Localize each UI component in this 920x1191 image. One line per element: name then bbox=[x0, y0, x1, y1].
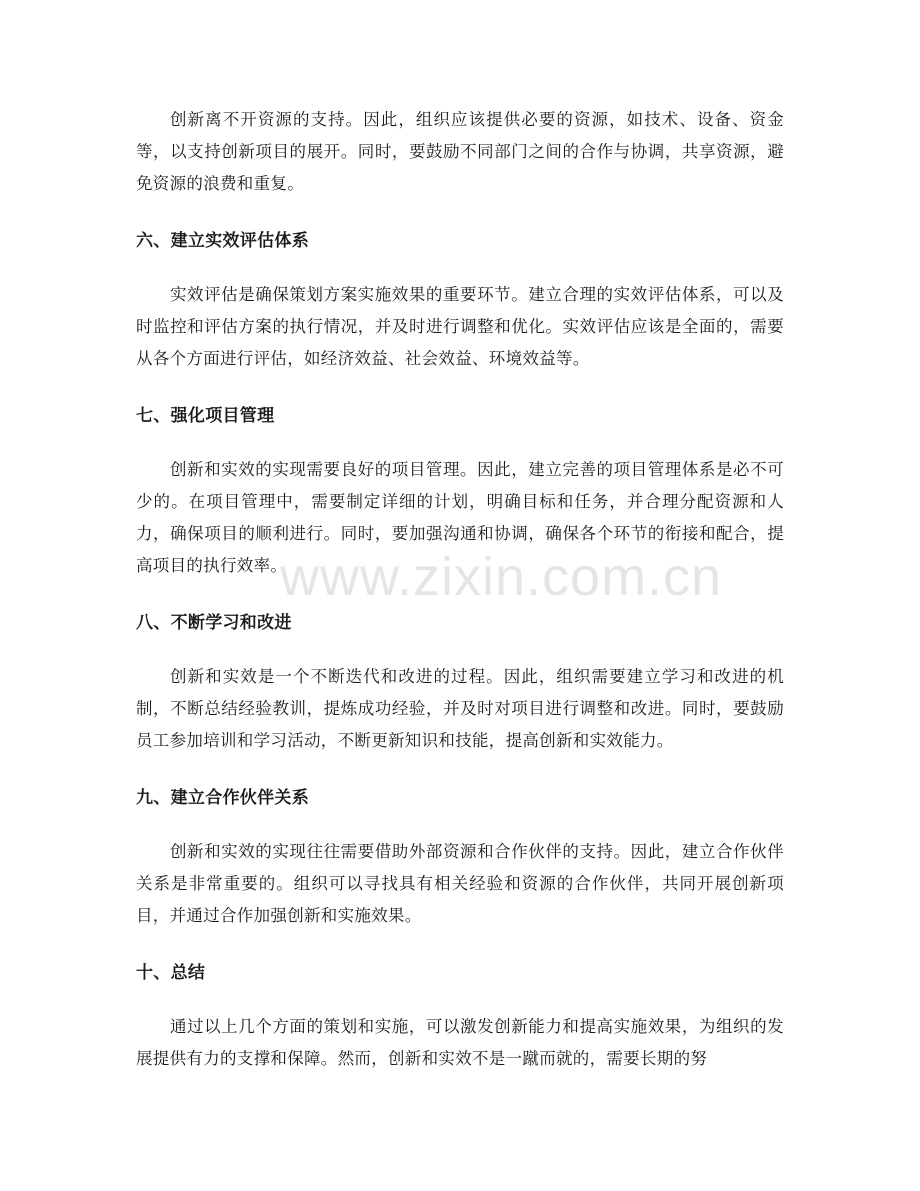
heading-section-7: 七、强化项目管理 bbox=[136, 406, 275, 426]
paragraph-resources: 创新离不开资源的支持。因此，组织应该提供必要的资源，如技术、设备、资金等，以支持创新项目的展开。同时，要鼓励不同部门之间的合作与协调，共享资源，避免资源的浪费和重复。 bbox=[136, 110, 784, 193]
heading-section-10: 十、总结 bbox=[136, 963, 206, 983]
paragraph-summary: 通过以上几个方面的策划和实施，可以激发创新能力和提高实施效果，为组织的发展提供有力的支撑和保障。然而，创新和实效不是一蹴而就的，需要长期的努 bbox=[136, 1017, 784, 1068]
watermark: www.zixin.com.cn bbox=[280, 547, 723, 607]
paragraph-learning: 创新和实效是一个不断迭代和改进的过程。因此，组织需要建立学习和改进的机制，不断总结经验教训，提炼成功经验，并及时对项目进行调整和改进。同时，要鼓励员工参加培训和学习活动，不断更新知识和技能，提高创新和实效能力。 bbox=[136, 667, 784, 750]
paragraph-partnership: 创新和实效的实现往往需要借助外部资源和合作伙伴的支持。因此，建立合作伙伴关系是非常重要的。组织可以寻找具有相关经验和资源的合作伙伴，共同开展创新项目，并通过合作加强创新和实施效果。 bbox=[136, 842, 784, 925]
heading-section-6: 六、建立实效评估体系 bbox=[136, 231, 309, 251]
heading-section-8: 八、不断学习和改进 bbox=[136, 613, 292, 633]
paragraph-evaluation: 实效评估是确保策划方案实施效果的重要环节。建立合理的实效评估体系，可以及时监控和评估方案的执行情况，并及时进行调整和优化。实效评估应该是全面的，需要从各个方面进行评估，如经济效益、社会效益、环境效益等。 bbox=[136, 285, 784, 368]
paragraph-project-management: 创新和实效的实现需要良好的项目管理。因此，建立完善的项目管理体系是必不可少的。在项目管理中，需要制定详细的计划，明确目标和任务，并合理分配资源和人力，确保项目的顺利进行。同时，要加强沟通和协调，确保各个环节的衔接和配合，提高项目的执行效率。 bbox=[136, 460, 784, 575]
heading-section-9: 九、建立合作伙伴关系 bbox=[136, 788, 309, 808]
